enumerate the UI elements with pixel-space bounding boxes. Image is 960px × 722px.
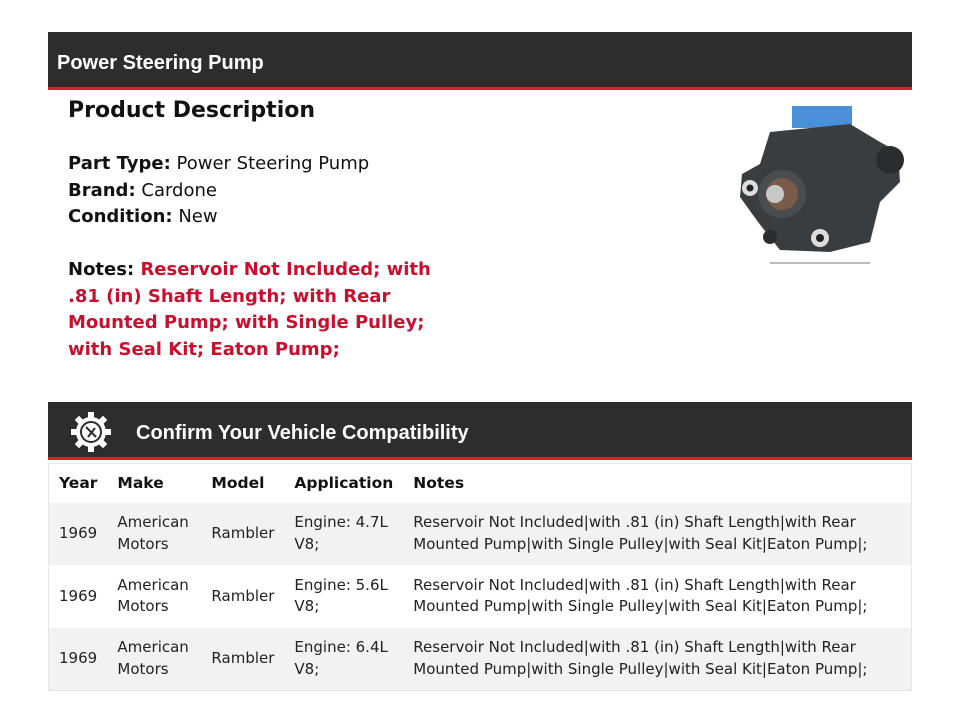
table-row — [49, 503, 912, 566]
cell-application: Engine: 5.6L V8; — [294, 575, 388, 616]
product-notes — [68, 257, 458, 363]
brand-label: Brand: — [68, 179, 136, 201]
column-header-year: Year — [59, 474, 98, 493]
part-type-value: Power Steering Pump — [176, 153, 370, 174]
cell-application: Engine: 4.7L V8; — [294, 513, 388, 553]
column-header-make: Make — [117, 474, 164, 493]
table-row — [49, 565, 912, 628]
condition-label: Condition: — [68, 206, 173, 227]
compatibility-title: Confirm Your Vehicle Compatibility — [136, 422, 469, 444]
compatibility-table — [48, 463, 912, 691]
table-header-row — [49, 464, 912, 503]
column-header-notes: Notes — [413, 474, 465, 493]
section-title: Power Steering Pump — [57, 52, 264, 74]
notes-value: Reservoir Not Included; with .81 (in) Shaft Length; with Rear Mounted Pump; with Single Pulley; with Seal Kit; Eaton Pump; — [68, 259, 431, 360]
cell-year: 1969 — [59, 586, 98, 605]
column-header-model: Model — [211, 474, 265, 493]
column-header-application: Application — [294, 474, 394, 493]
cell-year: 1969 — [59, 524, 98, 542]
cell-model: Rambler — [211, 524, 275, 542]
cell-model: Rambler — [211, 648, 275, 667]
cell-application: Engine: 6.4L V8; — [294, 638, 388, 678]
cell-notes: Reservoir Not Included|with .81 (in) Shaft Length|with Rear Mounted Pump|with Single Pulley|with Seal Kit|Eaton Pump|; — [413, 575, 868, 616]
product-specs — [68, 151, 369, 231]
gear-icon — [70, 411, 112, 453]
cell-make: American Motors — [117, 638, 189, 678]
brand-value: Cardone — [141, 179, 217, 201]
section-header — [48, 32, 912, 90]
cell-year: 1969 — [59, 648, 98, 667]
cell-make: American Motors — [117, 575, 189, 616]
condition-value: New — [178, 206, 218, 227]
cell-model: Rambler — [211, 586, 275, 605]
product-image — [730, 102, 910, 267]
cell-notes: Reservoir Not Included|with .81 (in) Shaft Length|with Rear Mounted Pump|with Single Pulley|with Seal Kit|Eaton Pump|; — [413, 513, 868, 553]
part-type-label: Part Type: — [68, 153, 171, 174]
table-row — [49, 628, 912, 691]
product-description-heading: Product Description — [68, 98, 316, 123]
cell-make: American Motors — [117, 513, 189, 553]
cell-notes: Reservoir Not Included|with .81 (in) Shaft Length|with Rear Mounted Pump|with Single Pulley|with Seal Kit|Eaton Pump|; — [413, 638, 868, 678]
compatibility-header — [48, 402, 912, 460]
notes-label: Notes: — [68, 259, 135, 280]
